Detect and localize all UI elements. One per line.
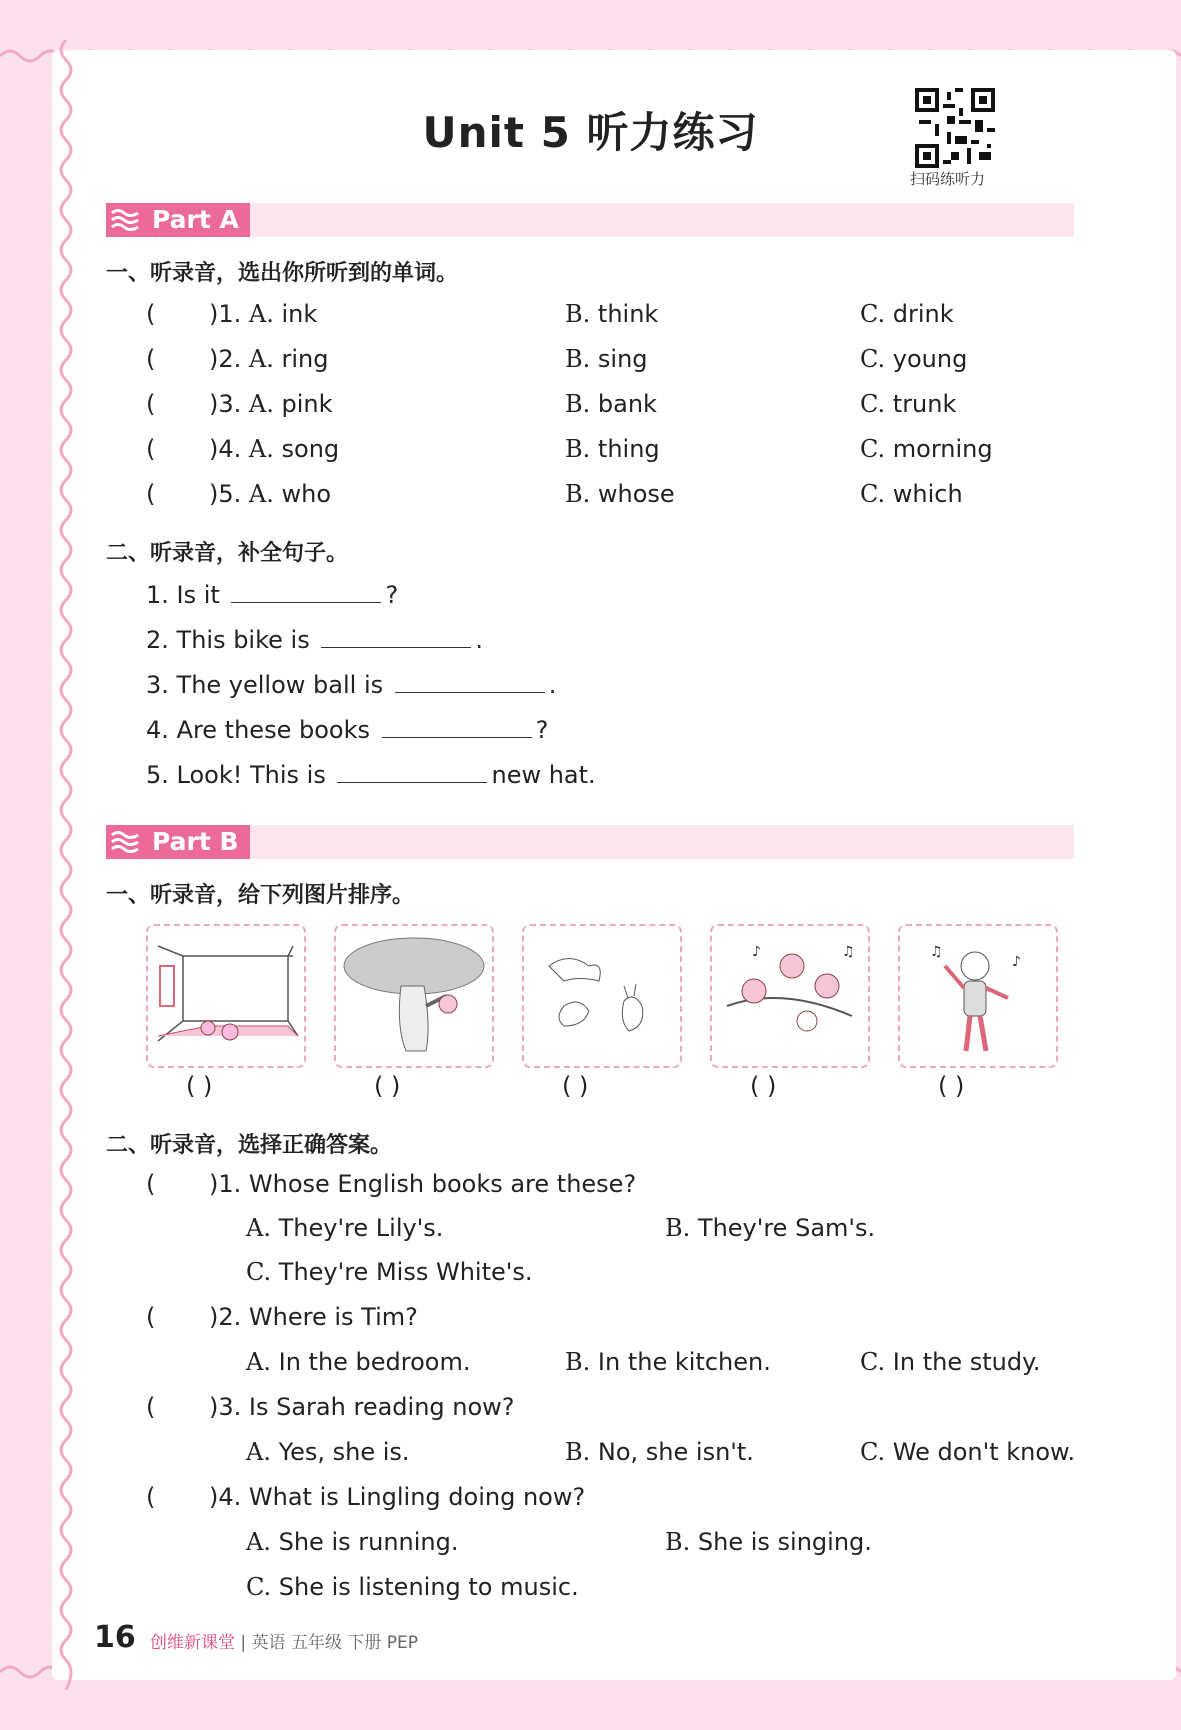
option-letter: A. (246, 1214, 271, 1242)
option-a (246, 1438, 410, 1466)
answer-blank[interactable] (395, 670, 545, 693)
word-item (209, 300, 317, 328)
answer-parens-1[interactable]: ( ) (186, 1072, 213, 1100)
question-text: Whose English books are these? (248, 1170, 637, 1198)
answer-blank[interactable] (231, 580, 381, 603)
question-1 (209, 1170, 636, 1198)
page-number: 16 (94, 1620, 136, 1655)
option-letter: A. (248, 435, 274, 463)
option-a-text: ink (281, 300, 318, 328)
part-b-section1-title: 一、听录音，给下列图片排序。 (106, 883, 415, 908)
option-text: young (892, 345, 968, 373)
option-text: She is running. (278, 1528, 459, 1556)
option-text: which (892, 480, 963, 508)
svg-text:♪: ♪ (752, 944, 761, 960)
option-letter: B. (565, 1438, 591, 1466)
question-number: )1. (209, 1170, 242, 1198)
sentence-end: . (475, 626, 483, 654)
option-b (665, 1214, 875, 1242)
picture-rabbits-jumping (522, 924, 682, 1068)
part-a-label: Part A (152, 205, 239, 234)
answer-paren[interactable]: ( (146, 1170, 156, 1198)
option-b (565, 345, 648, 373)
waves-icon (110, 207, 142, 233)
answer-paren[interactable]: ( (146, 480, 156, 508)
option-a-text: who (281, 480, 332, 508)
answer-paren[interactable]: ( (146, 300, 156, 328)
option-text: trunk (892, 390, 957, 418)
option-text: They're Lily's. (278, 1214, 444, 1242)
sentence-start: 4. Are these books (146, 716, 370, 744)
word-item (209, 480, 331, 508)
option-text: No, she isn't. (597, 1438, 754, 1466)
word-item (209, 435, 339, 463)
option-c (860, 1348, 1040, 1376)
picture-tree-monkey (334, 924, 494, 1068)
part-b-label: Part B (152, 827, 239, 856)
answer-blank[interactable] (337, 760, 487, 783)
fill-sentence (146, 670, 556, 699)
option-text: We don't know. (892, 1438, 1076, 1466)
item-number: )1. (209, 300, 242, 328)
option-letter: B. (565, 435, 591, 463)
part-a-header (106, 203, 1074, 237)
part-b-tag (106, 825, 250, 859)
option-a (246, 1214, 443, 1242)
question-number: )4. (209, 1483, 242, 1511)
option-b (565, 480, 675, 508)
answer-parens-4[interactable]: ( ) (750, 1072, 777, 1100)
fill-sentence (146, 580, 398, 609)
question-number: )3. (209, 1393, 242, 1421)
option-c (860, 345, 967, 373)
question-number: )2. (209, 1303, 242, 1331)
option-a (246, 1528, 459, 1556)
option-letter: C. (860, 1438, 886, 1466)
item-number: )5. (209, 480, 242, 508)
option-text: In the study. (892, 1348, 1041, 1376)
worksheet-page (52, 50, 1176, 1680)
option-text: bank (597, 390, 657, 418)
fill-sentence (146, 715, 548, 744)
option-b (565, 1348, 771, 1376)
option-letter: A. (246, 1348, 271, 1376)
question-2 (209, 1303, 418, 1331)
picture-birds-singing (710, 924, 870, 1068)
sentence-start: 2. This bike is (146, 626, 310, 654)
answer-paren[interactable]: ( (146, 1483, 156, 1511)
option-text: drink (892, 300, 954, 328)
part-a-section1-title: 一、听录音，选出你所听到的单词。 (106, 261, 459, 286)
part-b-section2-title: 二、听录音，选择正确答案。 (106, 1133, 393, 1158)
sentence-start: 5. Look! This is (146, 761, 326, 789)
option-letter: B. (565, 300, 591, 328)
option-c (860, 480, 963, 508)
sentence-start: 1. Is it (146, 581, 220, 609)
option-b (565, 435, 660, 463)
option-letter: B. (665, 1214, 691, 1242)
option-letter: B. (565, 345, 591, 373)
question-text: Where is Tim? (248, 1303, 418, 1331)
sentence-end: . (548, 671, 557, 699)
word-item (209, 390, 333, 418)
fill-sentence (146, 760, 596, 789)
answer-paren[interactable]: ( (146, 390, 156, 418)
qr-label: 扫码练听力 (910, 170, 986, 188)
option-letter: C. (860, 435, 886, 463)
part-a-section2-title: 二、听录音，补全句子。 (106, 541, 349, 566)
part-b-header (106, 825, 1074, 859)
option-b (565, 1438, 754, 1466)
sentence-end: ? (385, 581, 399, 609)
option-letter: C. (860, 345, 886, 373)
word-item (209, 345, 329, 373)
option-a (246, 1348, 471, 1376)
left-wavy-border (54, 40, 78, 1690)
item-number: )3. (209, 390, 242, 418)
footer-text (150, 1628, 418, 1653)
option-letter: A. (248, 300, 274, 328)
option-letter: C. (246, 1258, 272, 1286)
answer-blank[interactable] (321, 625, 471, 648)
option-text: think (597, 300, 659, 328)
waves-icon (110, 829, 142, 855)
option-letter: B. (565, 390, 591, 418)
option-c (860, 300, 954, 328)
option-c (860, 435, 993, 463)
answer-parens-5[interactable]: ( ) (938, 1072, 965, 1100)
question-text: Is Sarah reading now? (248, 1393, 515, 1421)
qr-code[interactable] (915, 88, 995, 168)
option-c (860, 390, 956, 418)
option-letter: C. (860, 480, 886, 508)
page-title: Unit 5 听力练习 (422, 108, 759, 157)
question-text: What is Lingling doing now? (248, 1483, 586, 1511)
option-a-text: song (281, 435, 340, 463)
option-letter: B. (565, 1348, 591, 1376)
picture-bedroom-corner (146, 924, 306, 1068)
option-a-text: ring (281, 345, 329, 373)
answer-paren[interactable]: ( (146, 345, 156, 373)
item-number: )2. (209, 345, 242, 373)
sentence-end: ? (535, 716, 549, 744)
footer-brand: 创维新课堂 (150, 1633, 235, 1653)
option-letter: C. (246, 1573, 272, 1601)
option-a-text: pink (281, 390, 333, 418)
option-text: sing (597, 345, 648, 373)
option-text: She is listening to music. (278, 1573, 579, 1601)
option-b (565, 390, 657, 418)
sentence-end: new hat. (491, 761, 596, 789)
answer-paren[interactable]: ( (146, 435, 156, 463)
option-c (860, 1438, 1075, 1466)
option-text: thing (597, 435, 660, 463)
option-letter: C. (860, 300, 886, 328)
option-text: In the kitchen. (597, 1348, 771, 1376)
option-text: She is singing. (697, 1528, 872, 1556)
question-3 (209, 1393, 515, 1421)
option-letter: A. (248, 390, 274, 418)
option-b (665, 1528, 872, 1556)
option-letter: B. (565, 480, 591, 508)
svg-text:♫: ♫ (842, 944, 855, 960)
picture-girl-dancing (898, 924, 1058, 1068)
sentence-start: 3. The yellow ball is (146, 671, 384, 699)
question-4 (209, 1483, 585, 1511)
option-letter: A. (246, 1528, 271, 1556)
footer-rest: | 英语 五年级 下册 PEP (240, 1633, 418, 1653)
option-letter: C. (860, 390, 886, 418)
option-c (246, 1573, 579, 1601)
option-letter: A. (246, 1438, 271, 1466)
option-letter: B. (665, 1528, 691, 1556)
answer-parens-3[interactable]: ( ) (562, 1072, 589, 1100)
svg-text:♪: ♪ (1012, 954, 1021, 970)
option-b (565, 300, 658, 328)
answer-paren[interactable]: ( (146, 1303, 156, 1331)
option-text: whose (597, 480, 675, 508)
item-number: )4. (209, 435, 242, 463)
svg-text:♫: ♫ (930, 944, 943, 960)
fill-sentence (146, 625, 483, 654)
option-letter: A. (248, 345, 274, 373)
option-text: They're Miss White's. (278, 1258, 533, 1286)
option-text: morning (892, 435, 993, 463)
answer-blank[interactable] (382, 715, 532, 738)
option-text: Yes, she is. (278, 1438, 410, 1466)
part-a-tag (106, 203, 250, 237)
option-letter: C. (860, 1348, 886, 1376)
option-letter: A. (248, 480, 274, 508)
answer-paren[interactable]: ( (146, 1393, 156, 1421)
option-c (246, 1258, 532, 1286)
option-text: They're Sam's. (697, 1214, 876, 1242)
answer-parens-2[interactable]: ( ) (374, 1072, 401, 1100)
option-text: In the bedroom. (278, 1348, 471, 1376)
